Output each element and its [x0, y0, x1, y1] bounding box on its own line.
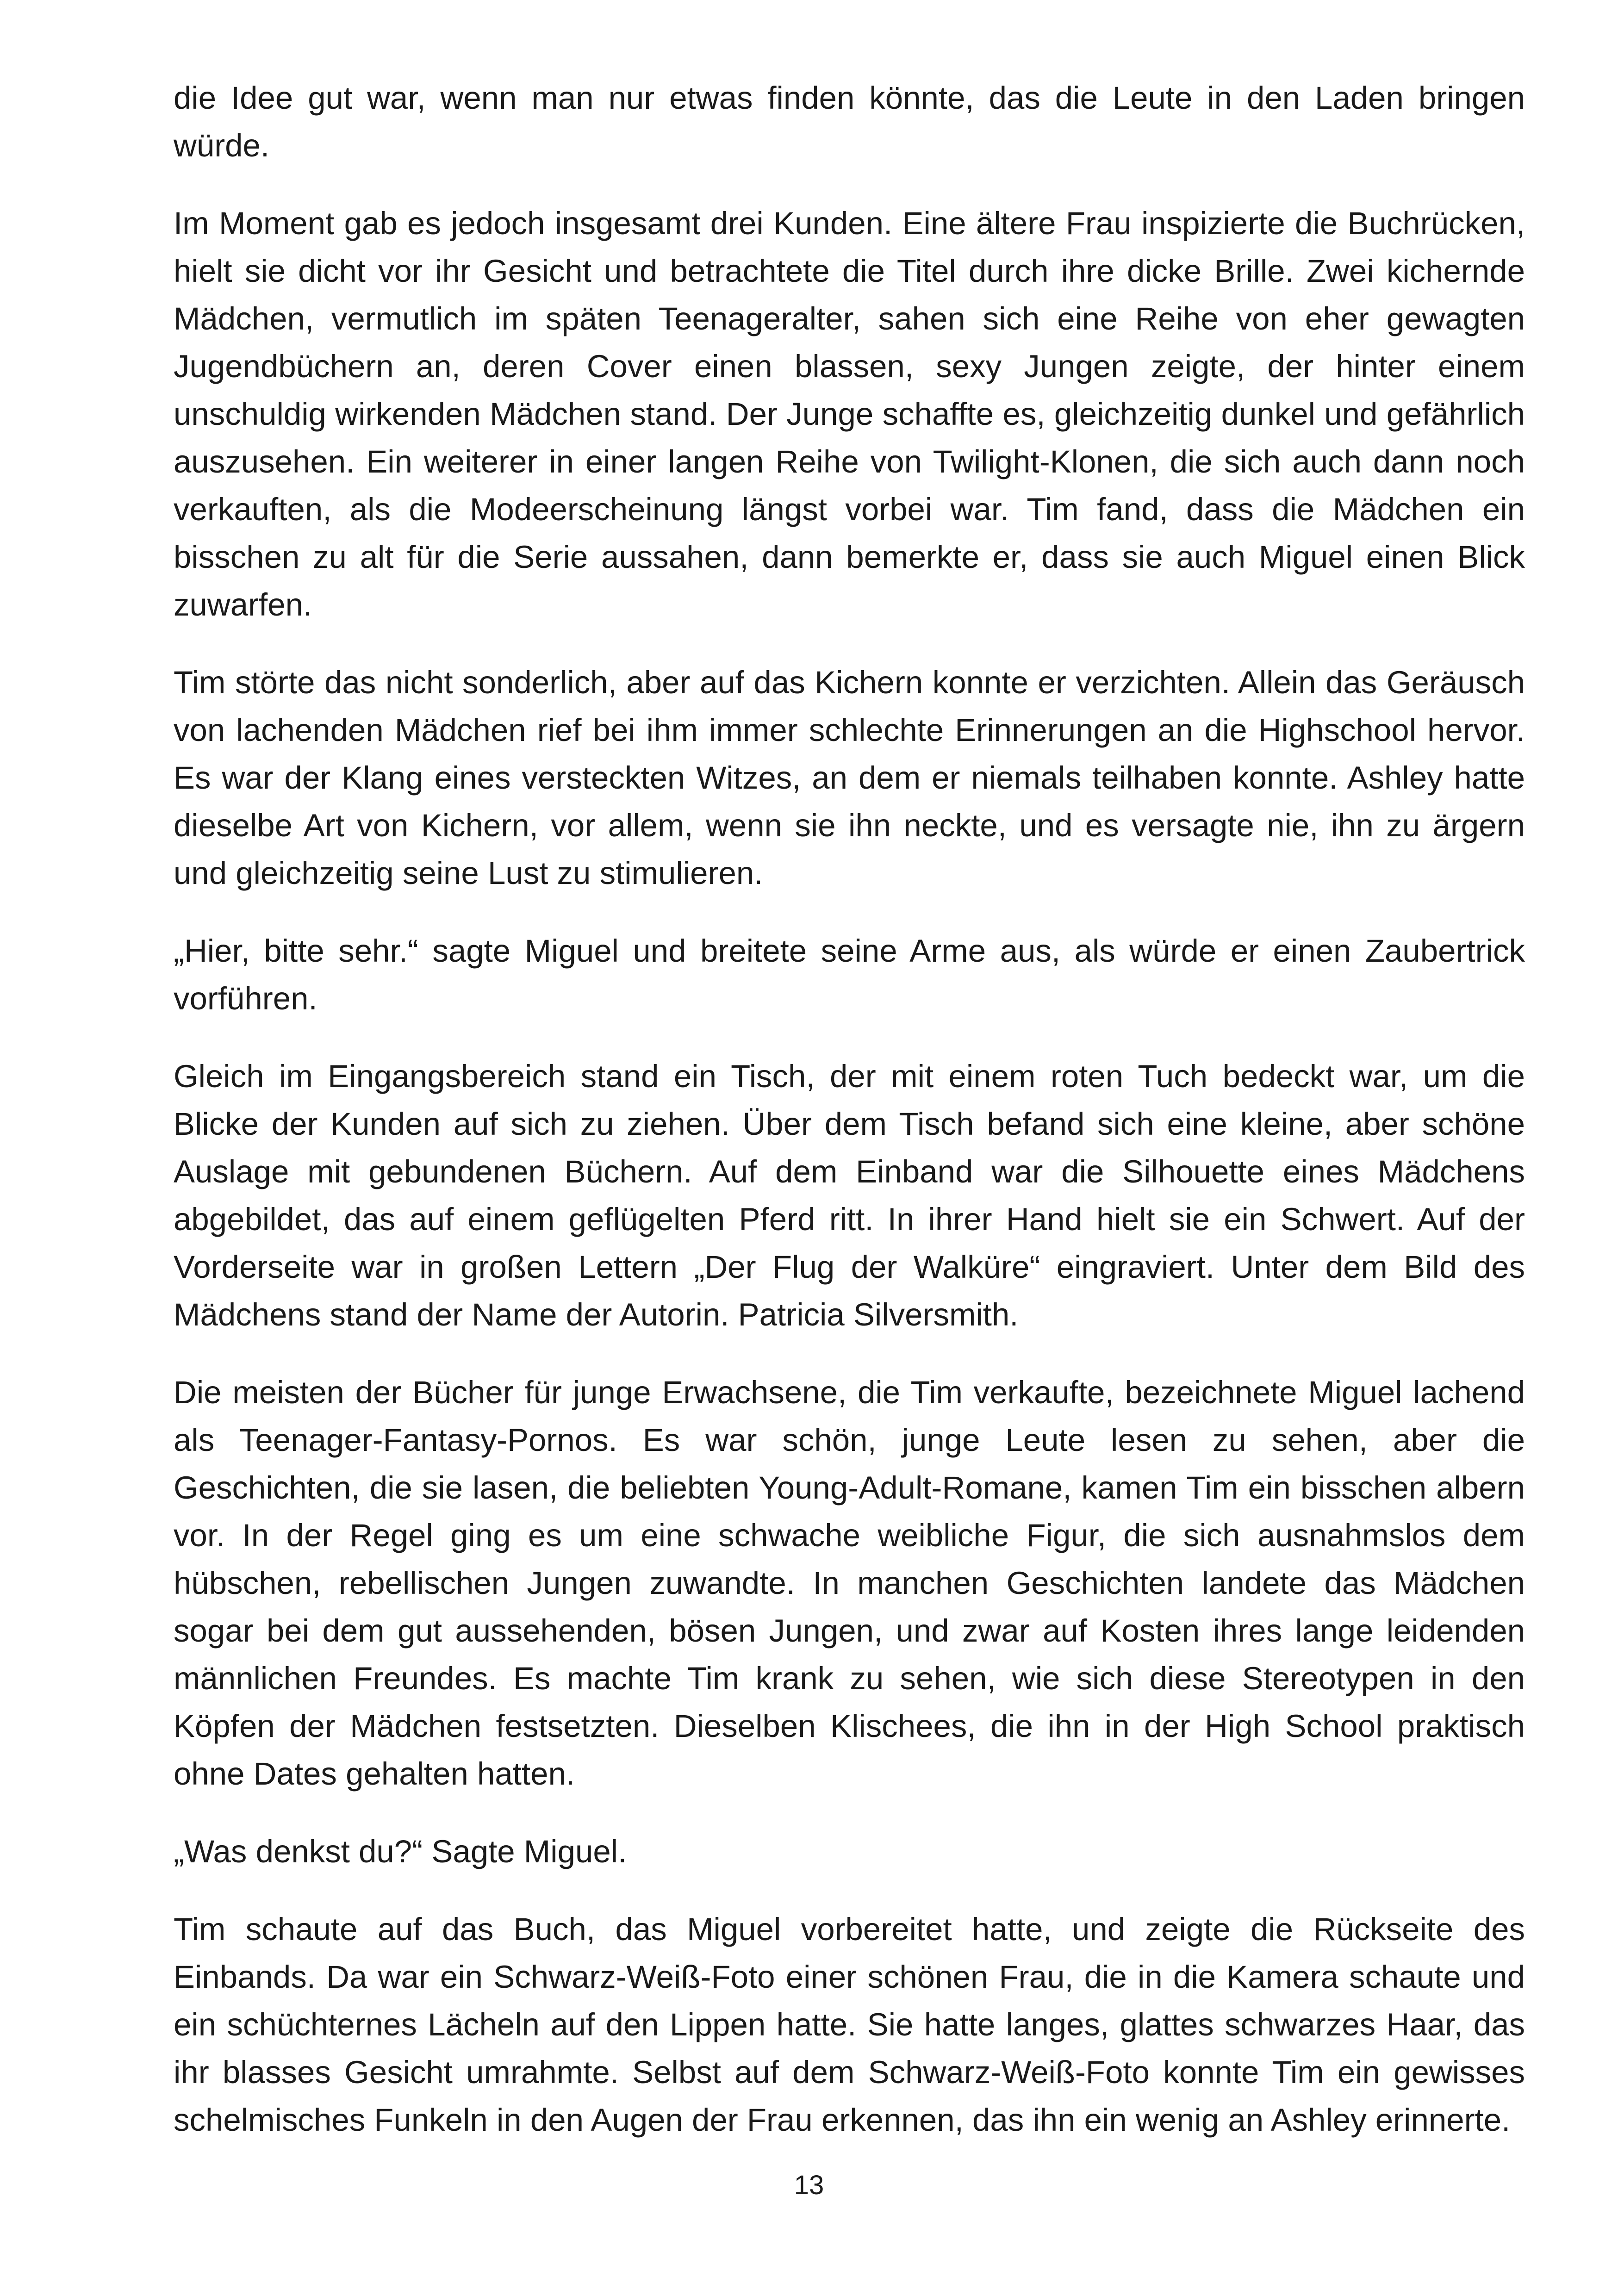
paragraph-1: die Idee gut war, wenn man nur etwas finden könnte, das die Leute in den Laden bringen würde. — [174, 80, 1525, 163]
paragraph-5: Gleich im Eingangsbereich stand ein Tisch, der mit einem roten Tuch bedeckt war, um die Blicke der Kunden auf sich zu ziehen. Über dem Tisch befand sich eine kleine, aber schöne Auslage mit gebundenen Büchern. Auf dem Einband war die Silhouette eines Mädchens abgebildet, das auf einem geflügelten Pferd ritt. In ihrer Hand hielt sie ein Schwert. Auf der Vorderseite war in großen Lettern „Der Flug der Walküre“ eingraviert. Unter dem Bild des Mädchens stand der Name der Autorin. Patricia Silversmith. — [174, 1058, 1525, 1332]
paragraph-2: Im Moment gab es jedoch insgesamt drei Kunden. Eine ältere Frau inspizierte die Buchrücken, hielt sie dicht vor ihr Gesicht und betrachtete die Titel durch ihre dicke Brille. Zwei kichernde Mädchen, vermutlich im späten Teenageralter, sahen sich eine Reihe von eher gewagten Jugendbüchern an, deren Cover einen blassen, sexy Jungen zeigte, der hinter einem unschuldig wirkenden Mädchen stand. Der Junge schaffte es, gleichzeitig dunkel und gefährlich auszusehen. Ein weiterer in einer langen Reihe von Twilight-Klonen, die sich auch dann noch verkauften, als die Modeerscheinung längst vorbei war. Tim fand, dass die Mädchen ein bisschen zu alt für die Serie aussahen, dann bemerkte er, dass sie auch Miguel einen Blick zuwarfen. — [174, 205, 1525, 622]
paragraph-4: „Hier, bitte sehr.“ sagte Miguel und breitete seine Arme aus, als würde er einen Zaubertrick vorführen. — [174, 933, 1525, 1016]
page-number: 13 — [794, 2170, 824, 2200]
paragraph-6: Die meisten der Bücher für junge Erwachsene, die Tim verkaufte, bezeichnete Miguel lachend als Teenager-Fantasy-Pornos. Es war schön, junge Leute lesen zu sehen, aber die Geschichten, die sie lasen, die beliebten Young-Adult-Romane, kamen Tim ein bisschen albern vor. In der Regel ging es um eine schwache weibliche Figur, die sich ausnahmslos dem hübschen, rebellischen Jungen zuwandte. In manchen Geschichten landete das Mädchen sogar bei dem gut aussehenden, bösen Jungen, und zwar auf Kosten ihres lange leidenden männlichen Freundes. Es machte Tim krank zu sehen, wie sich diese Stereotypen in den Köpfen der Mädchen festsetzten. Dieselben Klischees, die ihn in der High School praktisch ohne Dates gehalten hatten. — [174, 1375, 1525, 1792]
body-text — [174, 74, 1525, 2144]
paragraph-7: „Was denkst du?“ Sagte Miguel. — [174, 1834, 627, 1869]
paragraph-3: Tim störte das nicht sonderlich, aber auf das Kichern konnte er verzichten. Allein das Geräusch von lachenden Mädchen rief bei ihm immer schlechte Erinnerungen an die Highschool hervor. Es war der Klang eines versteckten Witzes, an dem er niemals teilhaben konnte. Ashley hatte dieselbe Art von Kichern, vor allem, wenn sie ihn neckte, und es versagte nie, ihn zu ärgern und gleichzeitig seine Lust zu stimulieren. — [174, 665, 1525, 891]
paragraph-8: Tim schaute auf das Buch, das Miguel vorbereitet hatte, und zeigte die Rückseite des Einbands. Da war ein Schwarz-Weiß-Foto einer schönen Frau, die in die Kamera schaute und ein schüchternes Lächeln auf den Lippen hatte. Sie hatte langes, glattes schwarzes Haar, das ihr blasses Gesicht umrahmte. Selbst auf dem Schwarz-Weiß-Foto konnte Tim ein gewisses schelmisches Funkeln in den Augen der Frau erkennen, das ihn ein wenig an Ashley erinnerte. — [174, 1911, 1525, 2138]
